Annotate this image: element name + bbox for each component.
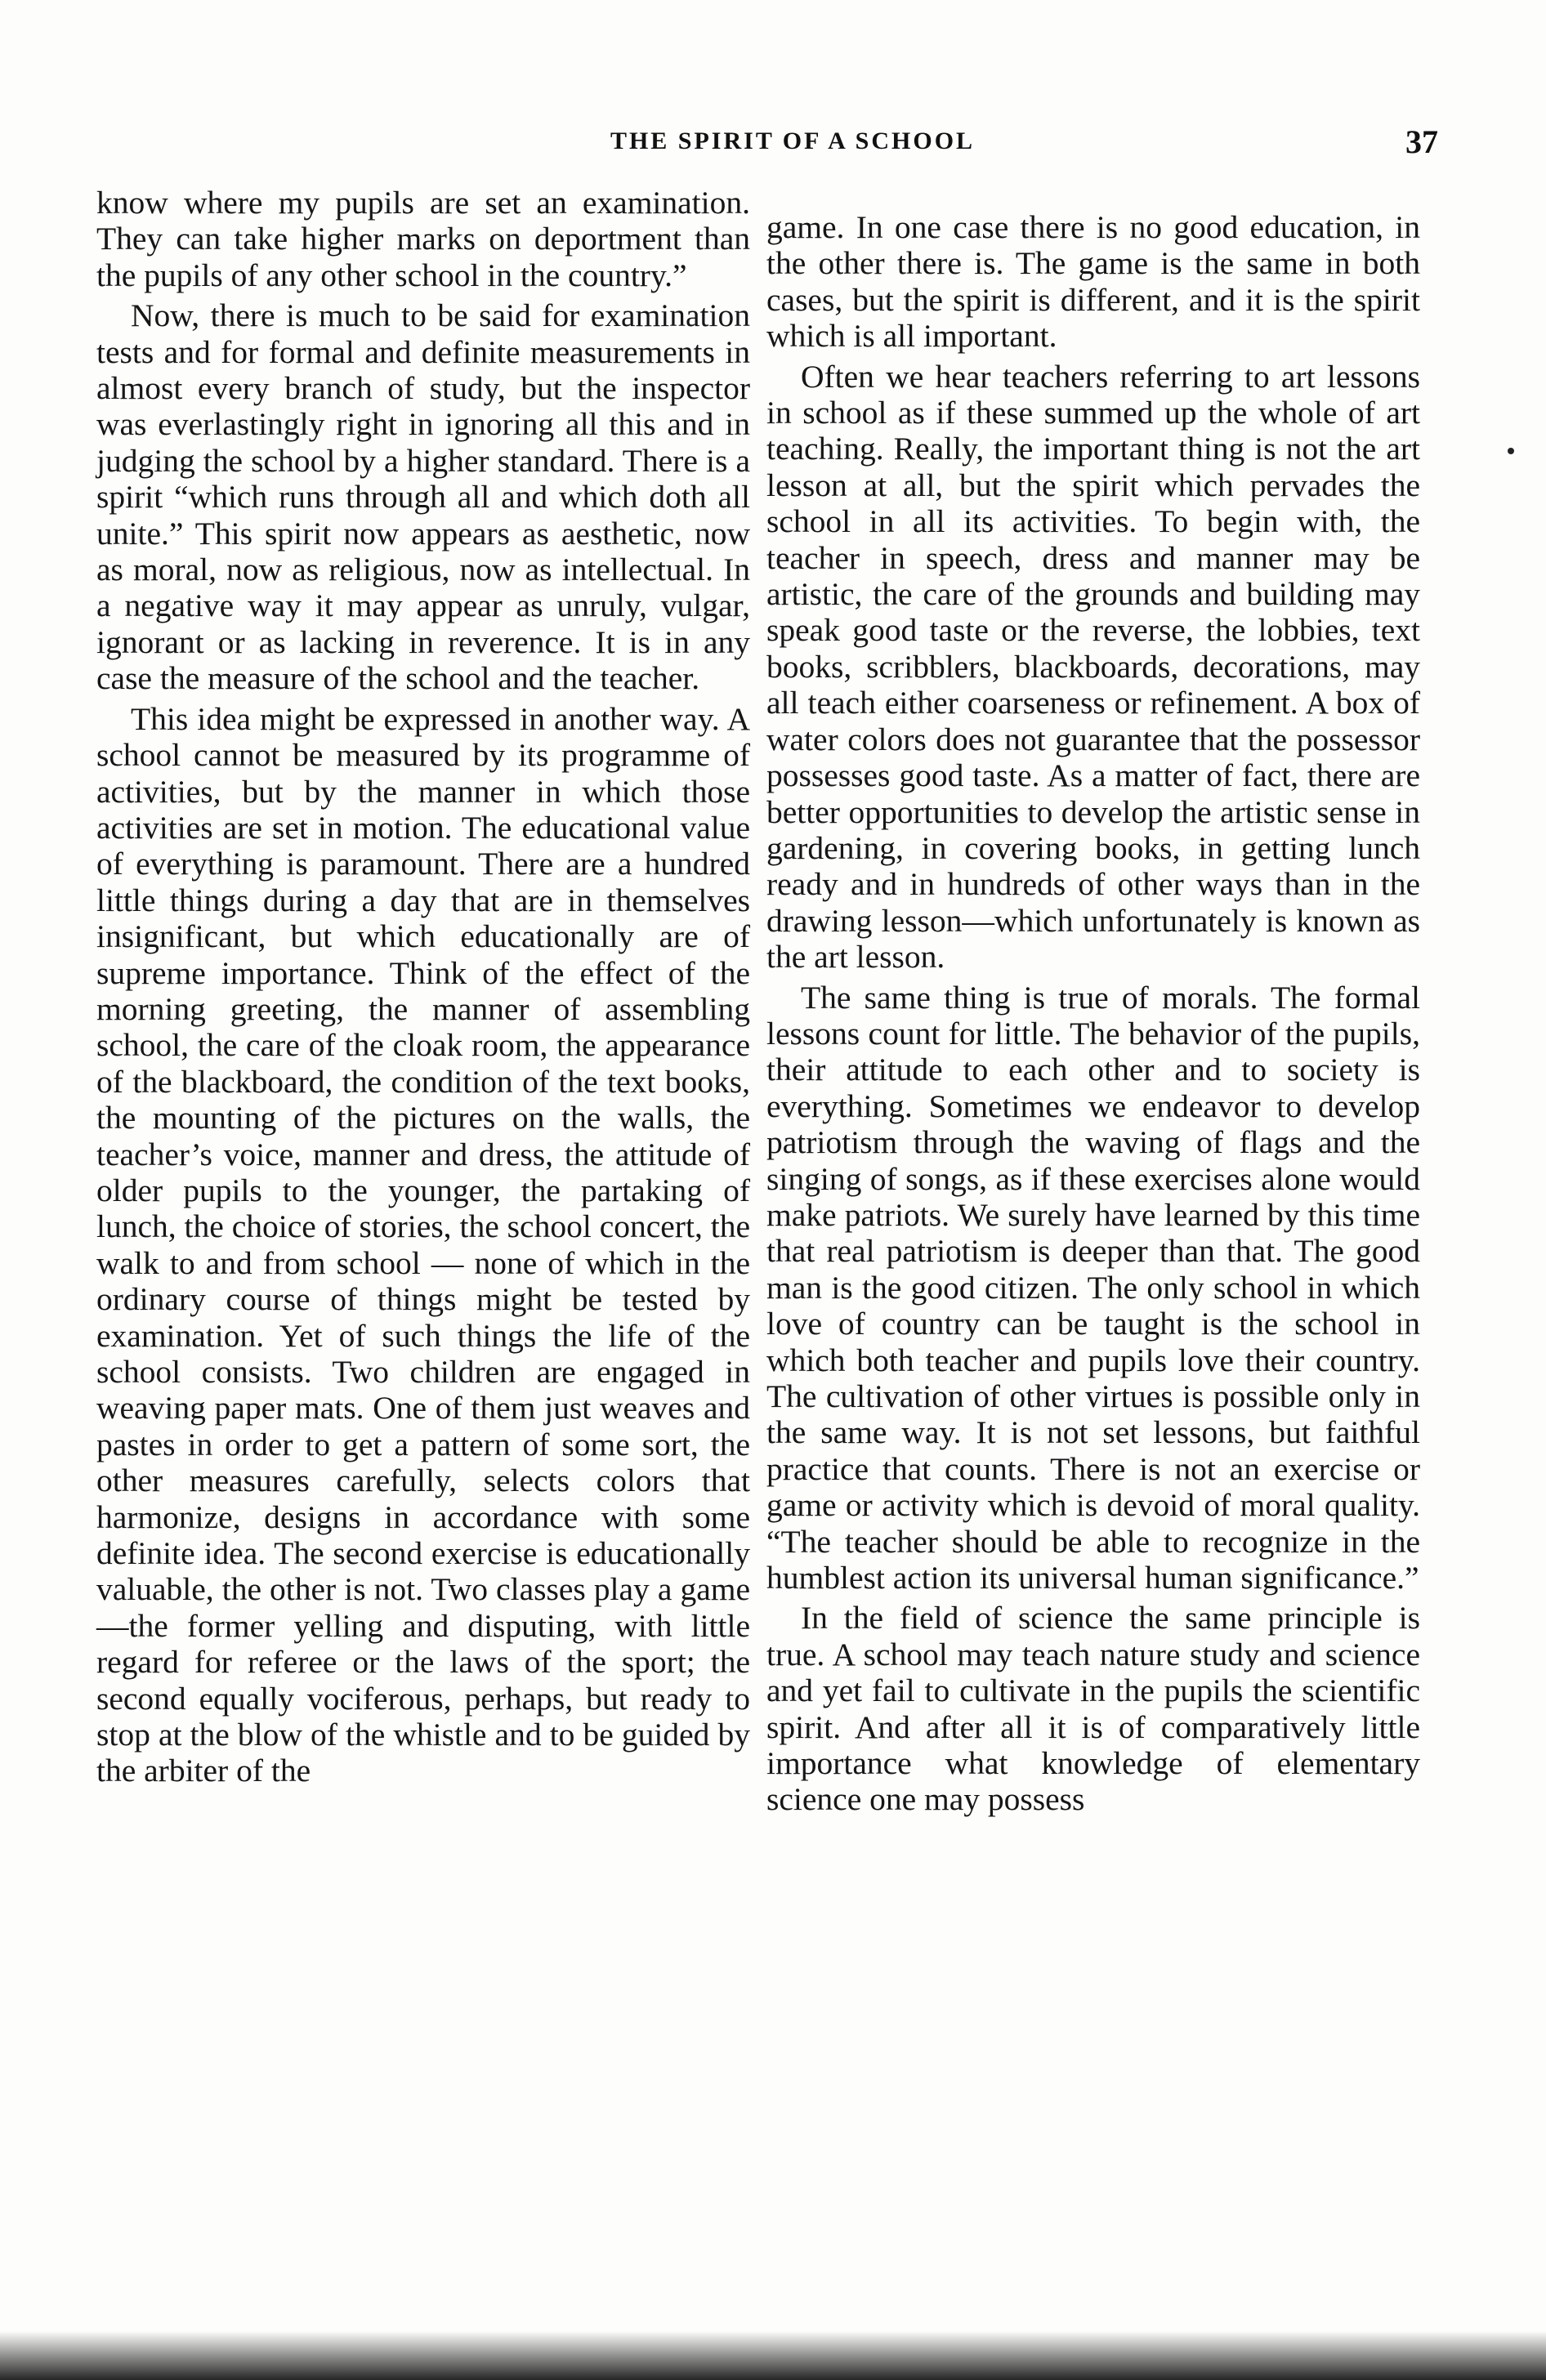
paragraph: game. In one case there is no good education, in the other there is. The game is the same in both cases, but the spirit is different, and it is the spirit which is all important. (766, 209, 1420, 355)
paragraph: Now, there is much to be said for examination tests and for formal and definite measurements in almost every branch of study, but the inspector was everlastingly right in ignoring all this and in judging the school by a higher standard. There is a spirit “which runs through all and which doth all unite.” This spirit now appears as aesthetic, now as moral, now as religious, now as intellectual. In a negative way it may appear as unruly, vulgar, ignorant or as lacking in reverence. It is in any case the measure of the school and the teacher. (96, 297, 750, 697)
left-text-column (96, 185, 750, 1789)
running-title: THE SPIRIT OF A SCHOOL (610, 127, 976, 154)
scan-edge-shadow (0, 2331, 1546, 2380)
paragraph: The same thing is true of morals. The formal lessons count for little. The behavior of the pupils, their attitude to each other and to society is everything. Sometimes we endeavor to develop patriotism through the waving of flags and the singing of songs, as if these exercises alone would make patriots. We surely have learned by this time that real patriotism is deeper than that. The good man is the good citizen. The only school in which love of country can be taught is the school in which both teacher and pupils love their country. The cultivation of other virtues is possible only in the same way. It is not set lessons, but faithful practice that counts. There is not an exercise or game or activity which is devoid of moral quality. “The teacher should be able to recognize in the humblest action its universal human significance.” (766, 979, 1420, 1596)
paragraph: Often we hear teachers referring to art lessons in school as if these summed up the whole of art teaching. Really, the important thing is not the art lesson at all, but the spirit which pervades the school in all its activities. To begin with, the teacher in speech, dress and manner may be artistic, the care of the grounds and building may speak good taste or the reverse, the lobbies, text books, scribblers, blackboards, decorations, may all teach either coarseness or refinement. A box of water colors does not guarantee that the possessor possesses good taste. As a matter of fact, there are better opportunities to develop the artistic sense in gardening, in covering books, in getting lunch ready and in hundreds of other ways than in the drawing lesson—which unfortunately is known as the art lesson. (766, 358, 1420, 976)
paragraph: In the field of science the same principle is true. A school may teach nature study and science and yet fail to cultivate in the pupils the scientific spirit. And after all it is of comparatively little importance what knowledge of elementary science one may possess (766, 1600, 1420, 1818)
paragraph: This idea might be expressed in another way. A school cannot be measured by its programme of activities, but by the manner in which those activities are set in motion. The educational value of everything is paramount. There are a hundred little things during a day that are in themselves insignificant, but which educationally are of supreme importance. Think of the effect of the morning greeting, the manner of assembling school, the care of the cloak room, the appearance of the blackboard, the condition of the text books, the mounting of the pictures on the walls, the teacher’s voice, manner and dress, the attitude of older pupils to the younger, the partaking of lunch, the choice of stories, the school concert, the walk to and from school — none of which in the ordinary course of things might be tested by examination. Yet of such things the life of the school consists. Two children are engaged in weaving paper mats. One of them just weaves and pastes in order to get a pattern of some sort, the other measures carefully, selects colors that harmonize, designs in accordance with some definite idea. The second exercise is educationally valuable, the other is not. Two classes play a game—the former yelling and disputing, with little regard for referee or the laws of the sport; the second equally vociferous, perhaps, but ready to stop at the blow of the whistle and to be guided by the arbiter of the (96, 700, 750, 1789)
paragraph: know where my pupils are set an examination. They can take higher marks on deportment than the pupils of any other school in the country.” (96, 185, 750, 293)
print-speck (1508, 448, 1514, 454)
page-number: 37 (1405, 123, 1438, 160)
right-text-column (766, 209, 1420, 1818)
